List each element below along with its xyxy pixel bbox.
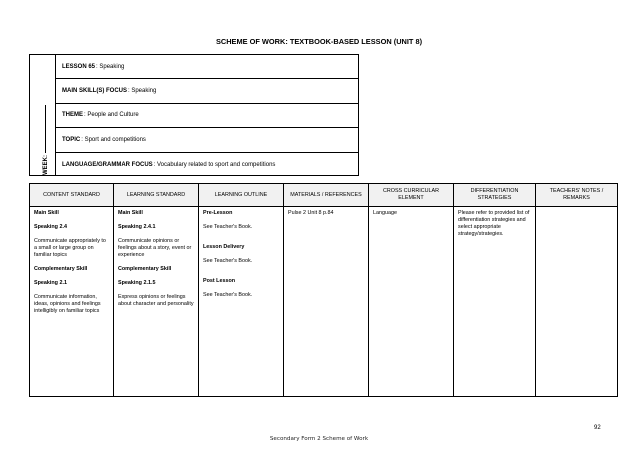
lesson-label: LESSON 65 — [62, 63, 96, 70]
topic-value: : Sport and competitions — [81, 136, 146, 143]
header-cross-curricular: CROSS CURRICULAR ELEMENT — [369, 184, 454, 207]
grammar-focus-value: : Vocabulary related to sport and competitions — [153, 161, 276, 168]
topic-label: TOPIC — [62, 136, 81, 143]
grammar-focus-label: LANGUAGE/GRAMMAR FOCUS — [62, 161, 153, 168]
week-column — [30, 55, 56, 175]
differentiation-cell — [454, 207, 536, 397]
outline-pre-text: See Teacher's Book. — [203, 224, 253, 230]
content-main-code: Speaking 2.4 — [34, 224, 67, 230]
header-learning-standard: LEARNING STANDARD — [114, 184, 199, 207]
skill-focus-value: : Speaking — [128, 88, 157, 95]
theme-value: : People and Culture — [84, 112, 139, 119]
learning-comp-text: Express opinions or feelings about character and personality — [118, 294, 194, 307]
outline-post-text: See Teacher's Book. — [203, 292, 253, 298]
lesson-row — [56, 55, 358, 79]
week-label: WEEK: — [43, 105, 49, 175]
content-comp-skill: Complementary Skill — [34, 266, 88, 272]
cross-curricular-cell — [369, 207, 454, 397]
materials-cell — [284, 207, 369, 397]
topic-row — [56, 128, 358, 152]
lesson-info-box — [29, 54, 359, 176]
outline-post-lesson: Post Lesson — [203, 278, 236, 284]
page-number: 92 — [594, 425, 601, 431]
table-header-row — [30, 184, 618, 207]
table-row — [30, 207, 618, 397]
outline-lesson-delivery: Lesson Delivery — [203, 244, 245, 250]
content-comp-code: Speaking 2.1 — [34, 280, 67, 286]
header-content-standard: CONTENT STANDARD — [30, 184, 114, 207]
learning-standard-cell — [114, 207, 199, 397]
content-comp-text: Communicate information, ideas, opinions and feelings intelligibly on familiar topics — [34, 294, 101, 314]
header-materials: MATERIALS / REFERENCES — [284, 184, 369, 207]
outline-delivery-text: See Teacher's Book. — [203, 258, 253, 264]
header-differentiation: DIFFERENTIATION STRATEGIES — [454, 184, 536, 207]
page-footer: Secondary Form 2 Scheme of Work — [269, 436, 369, 442]
learning-outline-cell — [199, 207, 284, 397]
teachers-notes-cell — [536, 207, 618, 397]
header-learning-outline: LEARNING OUTLINE — [199, 184, 284, 207]
outline-pre-lesson: Pre-Lesson — [203, 210, 233, 216]
learning-comp-code: Speaking 2.1.5 — [118, 280, 156, 286]
learning-comp-skill: Complementary Skill — [118, 266, 172, 272]
learning-main-text: Communicate opinions or feelings about a story, event or experience — [118, 238, 192, 258]
header-teachers-notes: TEACHERS' NOTES / REMARKS — [536, 184, 618, 207]
skill-focus-label: MAIN SKILL(S) FOCUS — [62, 88, 127, 95]
skill-focus-row — [56, 79, 358, 103]
learning-main-code: Speaking 2.4.1 — [118, 224, 156, 230]
document-title: SCHEME OF WORK: TEXTBOOK-BASED LESSON (UNIT 8) — [215, 37, 423, 46]
materials-text: Pulse 2 Unit 8 p.84 — [288, 210, 334, 216]
differentiation-text: Please refer to provided list of differentiation strategies and select appropriate strategy/strategies. — [458, 210, 530, 237]
theme-row — [56, 104, 358, 128]
grammar-focus-row — [56, 153, 358, 177]
lesson-value: : Speaking — [96, 63, 125, 70]
scheme-of-work-table — [29, 183, 618, 397]
learning-main-skill: Main Skill — [118, 210, 143, 216]
content-main-text: Communicate appropriately to a small or large group on familiar topics — [34, 238, 106, 258]
content-main-skill: Main Skill — [34, 210, 59, 216]
content-standard-cell — [30, 207, 114, 397]
cross-curricular-text: Language — [373, 210, 397, 216]
theme-label: THEME — [62, 112, 83, 119]
